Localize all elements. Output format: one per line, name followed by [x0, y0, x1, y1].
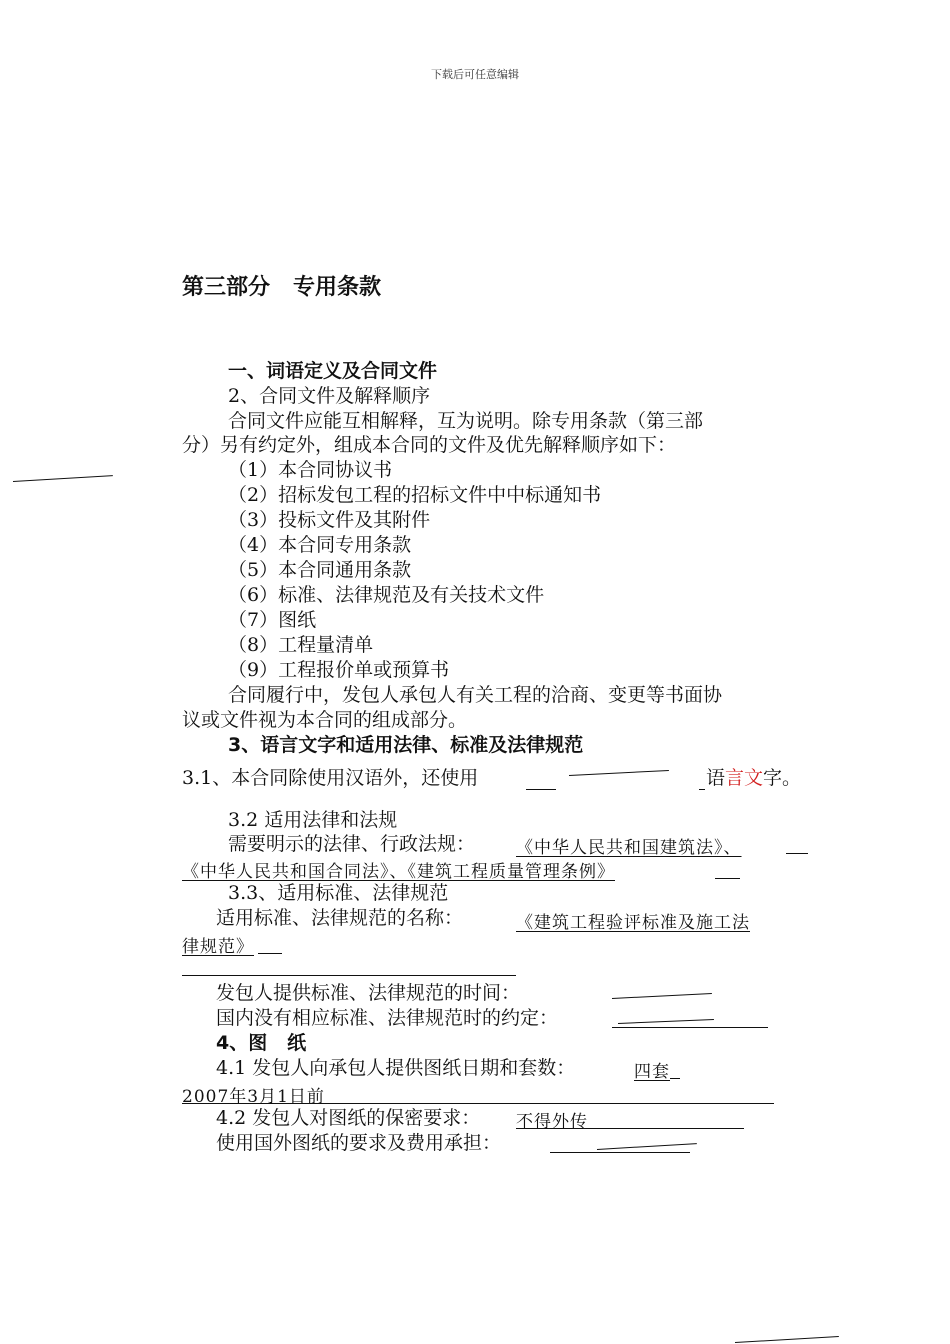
- foreign-drawings-blank-line: [550, 1152, 690, 1153]
- law-value-line2: 《中华人民共和国合同法》、《建筑工程质量管理条例》: [182, 862, 615, 882]
- part-title: 第三部分 专用条款: [182, 275, 381, 300]
- law-label: 需要明示的法律、行政法规：: [228, 833, 476, 855]
- clause-3-1-prefix: 3.1、本合同除使用汉语外，还使用: [182, 767, 479, 789]
- margin-stroke: [13, 475, 113, 482]
- standard-value-line1: 《建筑工程验评标准及施工法: [516, 913, 750, 933]
- list-item: （6）标准、法律规范及有关技术文件: [228, 584, 545, 606]
- section3-heading: 3、语言文字和适用法律、标准及法律规范: [228, 734, 584, 756]
- section4-heading: 4、图 纸: [216, 1032, 307, 1054]
- law-underline-ext2: [715, 878, 740, 879]
- list-item: （4）本合同专用条款: [228, 534, 412, 556]
- clause-3-1: [182, 766, 478, 790]
- standard-time-label: 发包人提供标准、法律规范的时间：: [216, 982, 521, 1004]
- list-item: （8）工程量清单: [228, 634, 374, 656]
- suffix-tick: [699, 789, 705, 790]
- standard-time-stroke: [612, 993, 712, 999]
- clause-4-2-label: 4.2 发包人对图纸的保密要求：: [216, 1107, 481, 1129]
- clause-4-1-date: 2007年3月1日前: [182, 1087, 325, 1107]
- clause-3-3: 3.3、适用标准、法律规范: [228, 882, 449, 904]
- section1-subheading: 2、合同文件及解释顺序: [228, 385, 431, 407]
- red-text: 言文: [725, 767, 764, 789]
- law-underline-ext: [786, 853, 808, 854]
- standard-label: 适用标准、法律规范的名称：: [216, 907, 464, 929]
- language-blank-line: [526, 789, 556, 790]
- section1-paragraph-line2: 分）另有约定外，组成本合同的文件及优先解释顺序如下：: [182, 434, 677, 456]
- clause-4-2-value: 不得外传: [516, 1112, 588, 1132]
- clause-4-1-underline-ext: [670, 1078, 680, 1079]
- list-item: （2）招标发包工程的招标文件中中标通知书: [228, 484, 602, 506]
- list-item: （5）本合同通用条款: [228, 559, 412, 581]
- section1-paragraph2-line2: 议或文件视为本合同的组成部分。: [182, 709, 468, 731]
- clause-4-2-line: [516, 1128, 744, 1129]
- clause-3-1-suffix: 语言文字。: [706, 767, 802, 789]
- standard-blank-line: [182, 975, 516, 976]
- no-standard-label: 国内没有相应标准、法律规范时的约定：: [216, 1007, 559, 1029]
- footer-stroke: [735, 1336, 839, 1343]
- standard-underline-ext: [258, 953, 282, 954]
- no-standard-blank-line: [612, 1027, 768, 1028]
- clause-3-2: 3.2 适用法律和法规: [228, 809, 398, 831]
- clause-4-1-date-line: [182, 1103, 774, 1104]
- section1-paragraph2-line1: 合同履行中，发包人承包人有关工程的洽商、变更等书面协: [228, 684, 723, 706]
- section1-paragraph-line1: 合同文件应能互相解释，互为说明。除专用条款（第三部: [228, 410, 704, 432]
- law-value-line1: 《中华人民共和国建筑法》、: [516, 838, 742, 858]
- page-header: 下载后可任意编辑: [431, 68, 519, 81]
- section1-heading: 一、词语定义及合同文件: [228, 360, 438, 382]
- language-stroke: [569, 770, 669, 776]
- list-item: （1）本合同协议书: [228, 459, 393, 481]
- foreign-drawings-stroke: [597, 1143, 697, 1150]
- no-standard-stroke: [618, 1019, 714, 1024]
- list-item: （7）图纸: [228, 609, 317, 631]
- standard-value-line2: 律规范》: [182, 937, 254, 957]
- list-item: （9）工程报价单或预算书: [228, 659, 450, 681]
- clause-4-1-label: 4.1 发包人向承包人提供图纸日期和套数：: [216, 1057, 576, 1079]
- foreign-drawings-label: 使用国外图纸的要求及费用承担：: [216, 1132, 502, 1154]
- clause-4-1-value: 四套: [634, 1062, 670, 1082]
- list-item: （3）投标文件及其附件: [228, 509, 431, 531]
